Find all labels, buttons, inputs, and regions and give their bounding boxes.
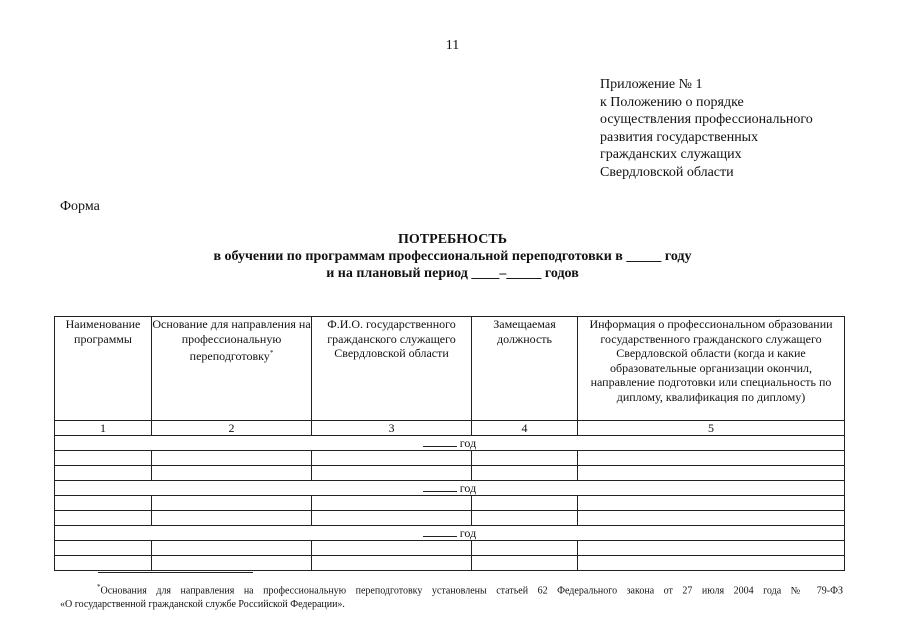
table-header-row — [55, 317, 845, 421]
table-cell[interactable] — [578, 496, 845, 511]
appendix-reference — [600, 76, 813, 181]
table-cell[interactable] — [55, 496, 152, 511]
table-cell[interactable] — [152, 451, 312, 466]
table-row — [55, 511, 845, 526]
table-cell[interactable] — [472, 541, 578, 556]
page-number: 11 — [445, 38, 460, 53]
table-row — [55, 541, 845, 556]
year-blank[interactable] — [423, 436, 457, 447]
table-cell[interactable] — [55, 451, 152, 466]
year-row — [55, 526, 845, 541]
table-cell[interactable] — [578, 556, 845, 571]
table-cell[interactable] — [472, 556, 578, 571]
column-number: 4 — [472, 421, 578, 436]
form-label: Форма — [60, 199, 100, 214]
appendix-line: к Положению о порядке — [600, 94, 744, 110]
appendix-line: Свердловской области — [600, 164, 734, 180]
year-row — [55, 481, 845, 496]
table-cell[interactable] — [312, 451, 472, 466]
year-row — [55, 436, 845, 451]
table-cell[interactable] — [472, 451, 578, 466]
year-label: год — [459, 526, 477, 540]
title-line-1: ПОТРЕБНОСТЬ — [398, 232, 507, 247]
table-cell[interactable] — [55, 556, 152, 571]
table-row — [55, 556, 845, 571]
table-row — [55, 496, 845, 511]
table-cell[interactable] — [152, 541, 312, 556]
column-number: 5 — [578, 421, 845, 436]
table-cell[interactable] — [152, 496, 312, 511]
appendix-line: осуществления профессионального — [600, 112, 813, 127]
column-number: 3 — [312, 421, 472, 436]
footnote-marker: * — [97, 583, 101, 591]
table-cell[interactable] — [578, 511, 845, 526]
table-cell[interactable] — [55, 541, 152, 556]
appendix-line: Приложение № 1 — [600, 77, 703, 92]
table-cell[interactable] — [472, 496, 578, 511]
table-cell[interactable] — [312, 511, 472, 526]
appendix-line: развития государственных — [600, 129, 759, 145]
column-number-row — [55, 421, 845, 436]
column-number: 1 — [55, 421, 152, 436]
title-line-3: и на плановый период ____–_____ годов — [326, 266, 579, 281]
table-cell[interactable] — [152, 466, 312, 481]
year-label: год — [459, 481, 477, 495]
column-number: 2 — [152, 421, 312, 436]
header-program-name: Наименование программы — [55, 317, 152, 421]
table-cell[interactable] — [152, 511, 312, 526]
title-line-2: в обучении по программам профессиональной переподготовки в _____ году — [213, 249, 692, 264]
year-blank[interactable] — [423, 526, 457, 537]
appendix-line: гражданских служащих — [600, 147, 742, 162]
table-cell[interactable] — [472, 511, 578, 526]
table-cell[interactable] — [578, 451, 845, 466]
table-cell[interactable] — [312, 496, 472, 511]
table-cell[interactable] — [152, 556, 312, 571]
table-cell[interactable] — [578, 466, 845, 481]
header-basis: Основание для направления на профессиональную переподготовку* — [152, 317, 312, 421]
table-cell[interactable] — [312, 541, 472, 556]
table-row — [55, 466, 845, 481]
footnote-separator — [98, 572, 253, 573]
table-cell[interactable] — [312, 466, 472, 481]
table-cell[interactable] — [472, 466, 578, 481]
footnote-text-continued: «О государственной гражданской службе Российской Федерации». — [60, 599, 345, 611]
table-cell[interactable] — [55, 466, 152, 481]
document-title — [0, 231, 905, 282]
header-position: Замещаемая должность — [472, 317, 578, 421]
year-label: год — [459, 436, 477, 450]
header-employee-name: Ф.И.О. государственного гражданского служащего Свердловской области — [312, 317, 472, 421]
table-cell[interactable] — [55, 511, 152, 526]
table-row — [55, 451, 845, 466]
footnote-marker: * — [269, 349, 274, 357]
needs-table — [54, 316, 845, 571]
header-education-info: Информация о профессиональном образовании государственного гражданского служащего Свердловской области (когда и какие образовательные организации окончил, направление подготовки или специальность по диплому, квалификация по диплому) — [578, 317, 845, 421]
table-cell[interactable] — [312, 556, 472, 571]
footnote-text: Основания для направления на профессиональную переподготовку установлены статьей 62 Федерального закона от 27 июля 2004 года № 79-ФЗ — [100, 585, 843, 597]
year-blank[interactable] — [423, 481, 457, 492]
table-cell[interactable] — [578, 541, 845, 556]
footnote — [60, 580, 843, 612]
